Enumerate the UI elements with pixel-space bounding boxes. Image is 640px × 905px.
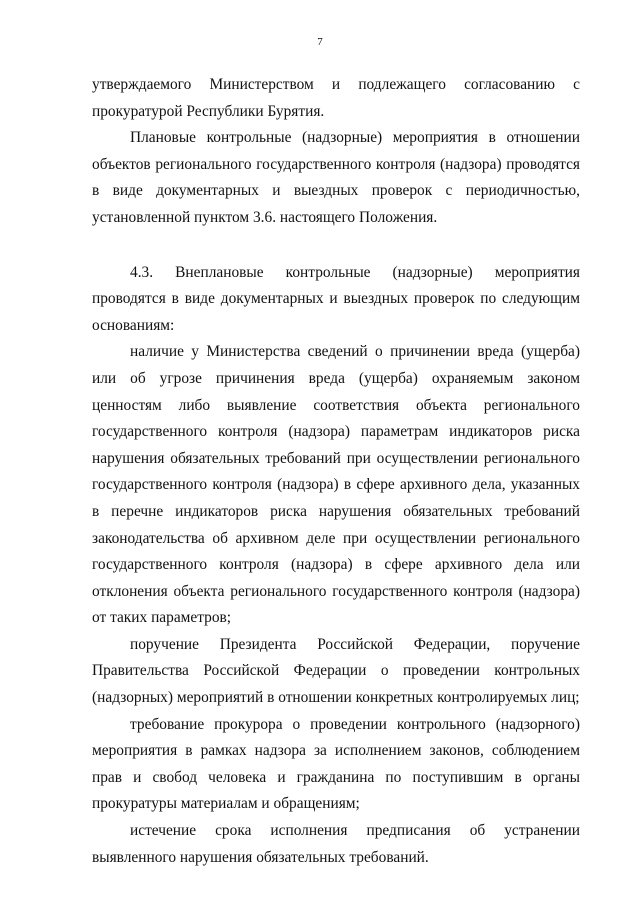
paragraph-continuation: утверждаемого Министерством и подлежащего согласованию с прокуратурой Республики Бурятия.	[92, 76, 580, 120]
page-number: 7	[317, 36, 323, 48]
paragraph-ground-harm-info: наличие у Министерства сведений о причинении вреда (ущерба) или об угрозе причинения вреда (ущерба) охраняемым законом ценностям либо выявление соответствия объекта регионального государственного контроля (надзора) параметрам индикаторов риска нарушения обязательных требований при осуществлении регионального государственного контроля (надзора) в сфере архивного дела, указанных в перечне индикаторов риска нарушения обязательных требований законодательства об архивном деле при осуществлении регионального государственного контроля (надзора) в сфере архивного дела или отклонения объекта регионального государственного контроля (надзора) от таких параметров;	[92, 343, 580, 627]
paragraph-spacer	[92, 232, 580, 260]
document-body	[92, 72, 580, 871]
paragraph-planned-inspections: Плановые контрольные (надзорные) мероприятия в отношении объектов регионального государственного контроля (надзора) проводятся в виде документарных и выездных проверок с периодичностью, установленной пунктом 3.6. настоящего Положения.	[92, 129, 580, 226]
paragraph-ground-prosecutor-demand: требование прокурора о проведении контрольного (надзорного) мероприятия в рамках надзора за исполнением законов, соблюдением прав и свобод человека и гражданина по поступившим в органы прокуратуры материалам и обращениям;	[92, 715, 580, 813]
paragraph-ground-president-order: поручение Президента Российской Федерации, поручение Правительства Российской Федерации о проведении контрольных (надзорных) мероприятий в отношении конкретных контролируемых лиц;	[92, 635, 580, 707]
paragraph-ground-order-expiry: истечение срока исполнения предписания об устранении выявленного нарушения обязательных требований.	[92, 822, 580, 866]
paragraph-section-4-3: 4.3. Внеплановые контрольные (надзорные) мероприятия проводятся в виде документарных и выездных проверок по следующим основаниям:	[92, 263, 580, 334]
